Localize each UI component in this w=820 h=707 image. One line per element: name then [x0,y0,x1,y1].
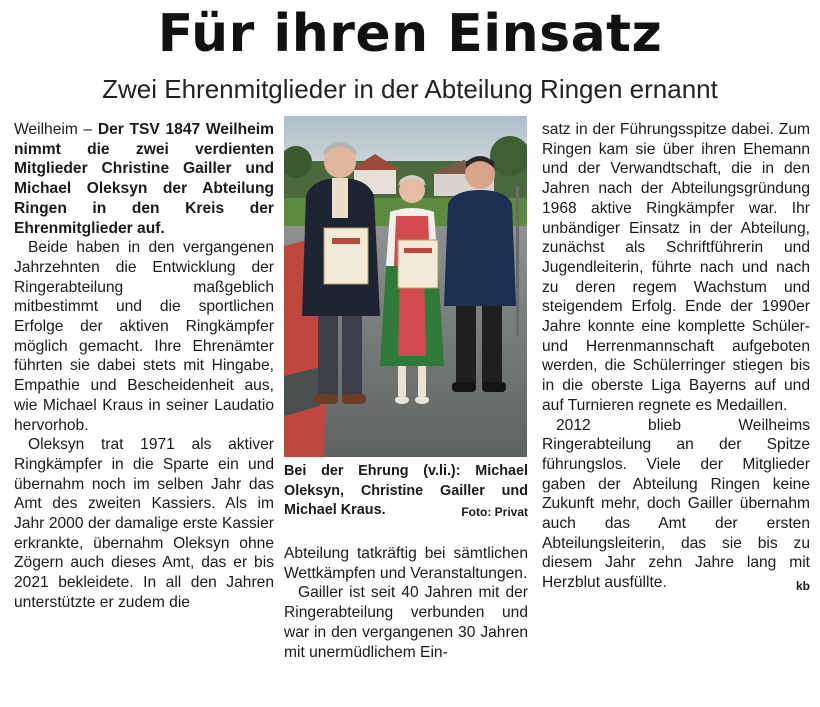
lead-text: Der TSV 1847 Weilheim nimmt die zwei verdienten Mitglieder Christine Gailler und Michael Oleksyn der Abteilung Ringen in den Kreis der Ehrenmitglieder auf. [14,121,275,237]
lead-paragraph [14,120,274,238]
photo-credit: Foto: Privat [461,505,528,519]
paragraph-continuation: Abteilung tatkräftig bei sämtlichen Wettkämpfen und Veranstaltungen. [284,545,528,582]
final-paragraph-text: 2012 blieb Weilheims Ringerabteilung an der Spitze führungslos. Viele der Mitglieder gaben der Abteilung Ringen keine Zukunft mehr, doch Gailler übernahm auch das Amt der ersten Abteilungsleiterin, das sie bis zu diesem Jahr zehn Jahre lang mit Herzblut ausfüllte. [542,416,810,592]
dateline: Weilheim – [14,121,93,138]
paragraph: Oleksyn trat 1971 als aktiver Ringkämpfer in die Sparte ein und übernahm noch im selben Jahr das Amt des zweiten Kassiers. Als im Jahr 2000 der damalige erste Kassier erkrankte, übernahm Oleksyn ohne Zögern auch dieses Amt, das er bis 2021 bekleidete. In all den Jahren unterstützte er zudem die [14,436,274,611]
photo-caption [284,462,528,523]
caption-text: Bei der Ehrung (v.li.): Michael Oleksyn, Christine Gailler und Michael Kraus. [284,463,528,518]
article-column-1 [14,120,274,613]
article-column-3 [542,120,810,597]
paragraph: Gailler ist seit 40 Jahren mit der Ringerabteilung verbunden und war in den vergangenen 30 Jahren mit unermüdlichem Ein- [284,584,528,661]
photo-ceremony [284,116,527,457]
author-byline: kb [795,579,810,594]
headline: Für ihren Einsatz [157,4,663,64]
article-column-2 [284,544,528,662]
subheadline: Zwei Ehrenmitglieder in der Abteilung Ringen ernannt [102,74,718,104]
paragraph-continuation: satz in der Führungsspitze dabei. Zum Ringen kam sie über ihren Ehemann und der Verwandtschaft, die in den Jahren nach der Abteilungsgründung 1968 aktive Ringkämpfer war. Ihr unbändiger Einsatz in der Abteilung, zunächst als Schriftführerin und Jugendleiterin, führte nach und nach zu deren regem Wachstum und steigendem Erfolg. Ende der 1990er Jahre konnte eine komplette Schüler- und Herrenmannschaft aufgeboten werden, die Schülerringer stiegen bis in die oberste Liga Bayerns auf und auf Turnieren regnete es Medaillen. [542,121,810,414]
paragraph: Beide haben in den vergangenen Jahrzehnten die Entwicklung der Ringerabteilung maßgeblich mitbestimmt und die sportlichen Erfolge der aktiven Ringkämpfer möglich gemacht. Ihre Ehrenämter führten sie dabei stets mit Hingabe, Empathie und Bescheidenheit aus, wie Michael Kraus in seiner Laudatio hervorhob. [14,239,274,434]
paragraph [542,416,810,593]
photo-image [284,116,527,457]
